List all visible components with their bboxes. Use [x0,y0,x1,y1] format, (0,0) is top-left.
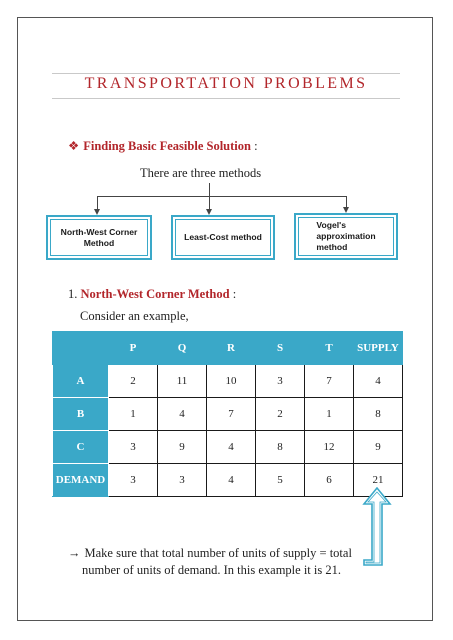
subsection-colon: : [229,287,237,301]
header-cell: T [305,332,354,365]
method-label-line: method [316,242,348,252]
table-cell: 6 [305,464,354,497]
table-cell: 1 [305,398,354,431]
table-cell: 10 [207,365,256,398]
subsection-heading [68,287,236,302]
transportation-table [52,331,403,497]
method-label-line: Vogel's [316,220,346,230]
title-rule-top [52,73,400,74]
methods-intro: There are three methods [140,166,262,180]
table-cell: 3 [109,431,158,464]
title-rule-bottom [52,98,400,99]
method-label-line: North-West Corner [60,226,138,237]
row-label: C [53,431,109,464]
method-box-least-cost [171,215,275,260]
table-header-row [53,332,403,365]
header-cell: S [256,332,305,365]
table-row [53,431,403,464]
table-cell: 4 [207,464,256,497]
tree-trunk-line [209,183,210,196]
subsection-number: 1. [68,287,78,301]
note-line: number of units of demand. In this example it is 21. [82,563,341,577]
method-label-line: Method [83,237,115,248]
subsection-name: North-West Corner Method [80,287,230,301]
table-cell: 12 [305,431,354,464]
table-cell: 1 [109,398,158,431]
table-cell: 11 [158,365,207,398]
table-row-demand [53,464,403,497]
table-cell: 3 [158,464,207,497]
row-label: DEMAND [53,464,109,497]
table-cell: 8 [256,431,305,464]
page-title: TRANSPORTATION PROBLEMS [84,75,368,92]
table-cell: 7 [207,398,256,431]
header-cell: R [207,332,256,365]
header-cell: SUPPLY [354,332,403,365]
table-cell: 9 [354,431,403,464]
method-box-vogel [294,213,398,260]
method-label-line: approximation [316,231,376,241]
note-paragraph [68,545,352,579]
right-arrow-icon: → [68,546,81,560]
section-heading-colon: : [250,139,258,153]
section-heading [68,138,258,154]
table-cell: 3 [109,464,158,497]
method-label-line: Least-Cost method [184,232,262,242]
example-intro: Consider an example, [80,309,189,323]
up-arrow-icon [362,487,392,575]
table-row [53,398,403,431]
header-cell: P [109,332,158,365]
branch-middle-line [209,196,210,210]
table-cell: 2 [256,398,305,431]
table-cell: 4 [158,398,207,431]
table-cell: 7 [305,365,354,398]
row-label: B [53,398,109,431]
section-heading-text: Finding Basic Feasible Solution [83,139,251,153]
table-cell: 2 [109,365,158,398]
table-cell: 5 [256,464,305,497]
header-cell: Q [158,332,207,365]
table-cell: 9 [158,431,207,464]
table-cell: 21 [354,464,403,497]
diamond-bullet-icon: ❖ [68,139,80,153]
branch-left-line [97,196,98,210]
branch-right-line [346,196,347,207]
header-cell-corner [53,332,109,365]
table-cell: 4 [207,431,256,464]
table-cell: 3 [256,365,305,398]
method-box-north-west [46,215,152,260]
tree-branch-line [97,196,346,197]
row-label: A [53,365,109,398]
table-cell: 8 [354,398,403,431]
table-cell: 4 [354,365,403,398]
table-row [53,365,403,398]
note-line: Make sure that total number of units of supply = total [84,546,352,560]
